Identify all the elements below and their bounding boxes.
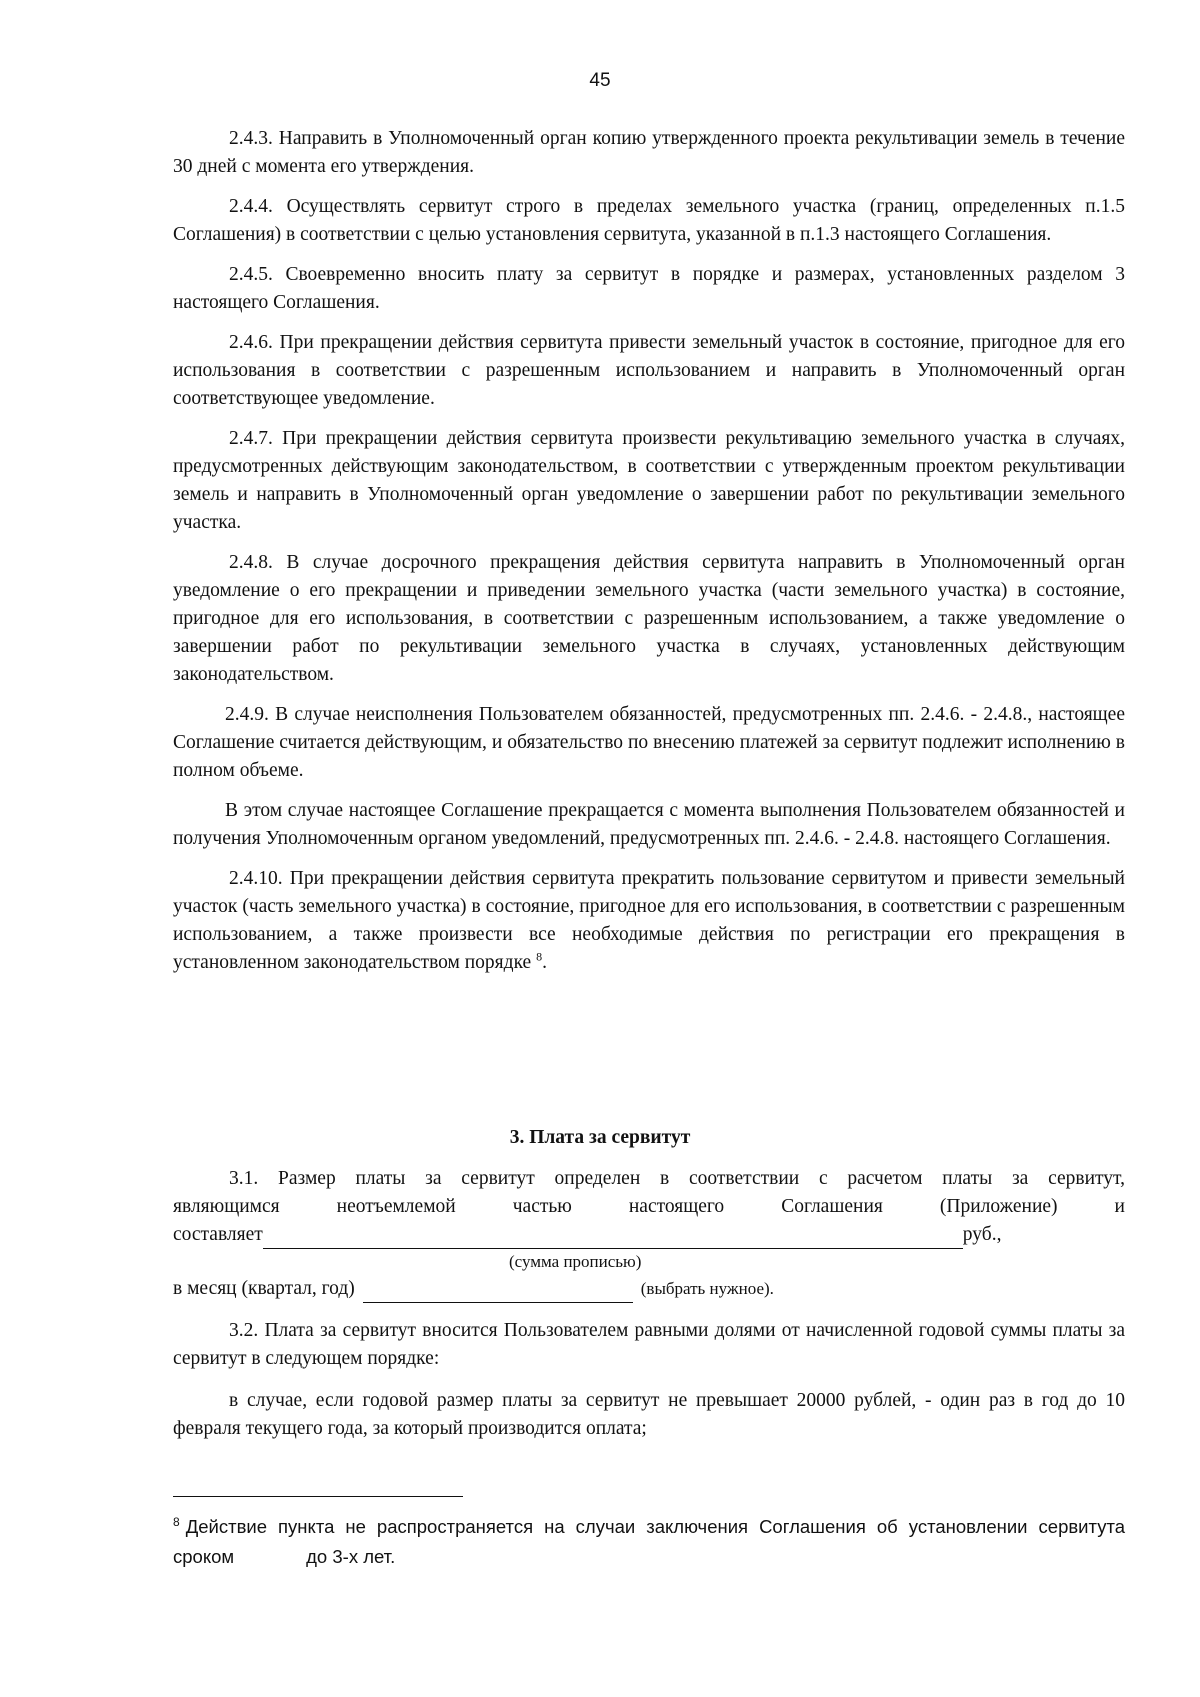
period-choose-note: (выбрать нужное). [640,1279,774,1298]
page-number: 45 [589,70,611,91]
paragraph-2-4-10-text: 2.4.10. При прекращении действия сервитута прекратить пользование сервитутом и привести земельный участок (часть земельного участка) в состояние, пригодное для его использования, в соответствии с разрешенным использованием, а также произвести все необходимые действия по регистрации его прекращения в установленном законодательством порядке [173,868,1125,973]
amount-label: составляет [173,1224,263,1245]
paragraph-2-4-7: 2.4.7. При прекращении действия сервитута произвести рекультивацию земельного участка в случаях, предусмотренных действующим законодательством, в соответствии с утвержденным проектом рекультивации земель и направить в Уполномоченный орган уведомление о завершении работ по рекультивации земельного участка. [173,428,1125,533]
footnote-separator [173,1496,463,1497]
amount-caption: (сумма прописью) [509,1252,642,1271]
period-row [173,1275,1125,1303]
clause-3-1-line-2: являющимся неотъемлемой частью настоящего Соглашения (Приложение) и [173,1196,1125,1217]
section-3-body [173,1165,1125,1457]
paragraph-termination: В этом случае настоящее Соглашение прекращается с момента выполнения Пользователем обязанностей и получения Уполномоченным органом уведомлений, предусмотренных пп. 2.4.6. - 2.4.8. настоящего Соглашения. [173,800,1125,849]
period-label: в месяц (квартал, год) [173,1278,355,1299]
clause-3-1-line-1: 3.1. Размер платы за сервитут определен в соответствии с расчетом платы за сервитут, [229,1168,1125,1189]
paragraph-2-4-5: 2.4.5. Своевременно вносить плату за сервитут в порядке и размерах, установленных разделом 3 настоящего Соглашения. [173,264,1125,313]
footnote-text: Действие пункта не распространяется на случаи заключения Соглашения об установлении сервитута сроком [173,1516,1125,1567]
footnote-mark: 8 [173,1514,180,1529]
paragraph-2-4-10-end: . [542,952,547,973]
clause-3-2: 3.2. Плата за сервитут вносится Пользователем равными долями от начисленной годовой суммы платы за сервитут в следующем порядке: [173,1320,1125,1369]
clause-3-2-payment-rule: в случае, если годовой размер платы за сервитут не превышает 20000 рублей, - один раз в год до 10 февраля текущего года, за который производится оплата; [173,1390,1125,1439]
footnote-tail: до 3-х лет. [306,1546,396,1567]
paragraph-2-4-8: 2.4.8. В случае досрочного прекращения действия сервитута направить в Уполномоченный орган уведомление о его прекращении и приведении земельного участка (части земельного участка) в состояние, пригодное для его использования, в соответствии с разрешенным использованием, а также уведомление о завершении работ по рекультивации земельного участка в случаях, установленных действующим законодательством. [173,552,1125,685]
period-blank-field[interactable] [363,1282,633,1303]
paragraph-2-4-3: 2.4.3. Направить в Уполномоченный орган копию утвержденного проекта рекультивации земель в течение 30 дней с момента его утверждения. [173,128,1125,177]
clause-2-4-body [173,125,1125,989]
paragraph-2-4-4: 2.4.4. Осуществлять сервитут строго в пределах земельного участка (границ, определенных п.1.5 Соглашения) в соответствии с целью установления сервитута, указанной в п.1.3 настоящего Соглашения. [173,196,1125,245]
amount-unit: руб., [962,1224,1002,1245]
footnote-reference: 8 [536,949,543,964]
paragraph-2-4-10 [173,865,1125,977]
paragraph-2-4-9: 2.4.9. В случае неисполнения Пользователем обязанностей, предусмотренных пп. 2.4.6. - 2.4.8., настоящее Соглашение считается действующим, и обязательство по внесению платежей за сервитут подлежит исполнению в полном объеме. [173,704,1125,781]
footnote-8 [173,1512,1125,1572]
paragraph-2-4-6: 2.4.6. При прекращении действия сервитута привести земельный участок в состояние, пригодное для его использования в соответствии с разрешенным использованием и направить в Уполномоченный орган соответствующее уведомление. [173,332,1125,409]
amount-blank-field[interactable] [263,1228,963,1249]
amount-row [173,1221,1125,1249]
section-3-title: 3. Плата за сервитут [509,1127,691,1148]
